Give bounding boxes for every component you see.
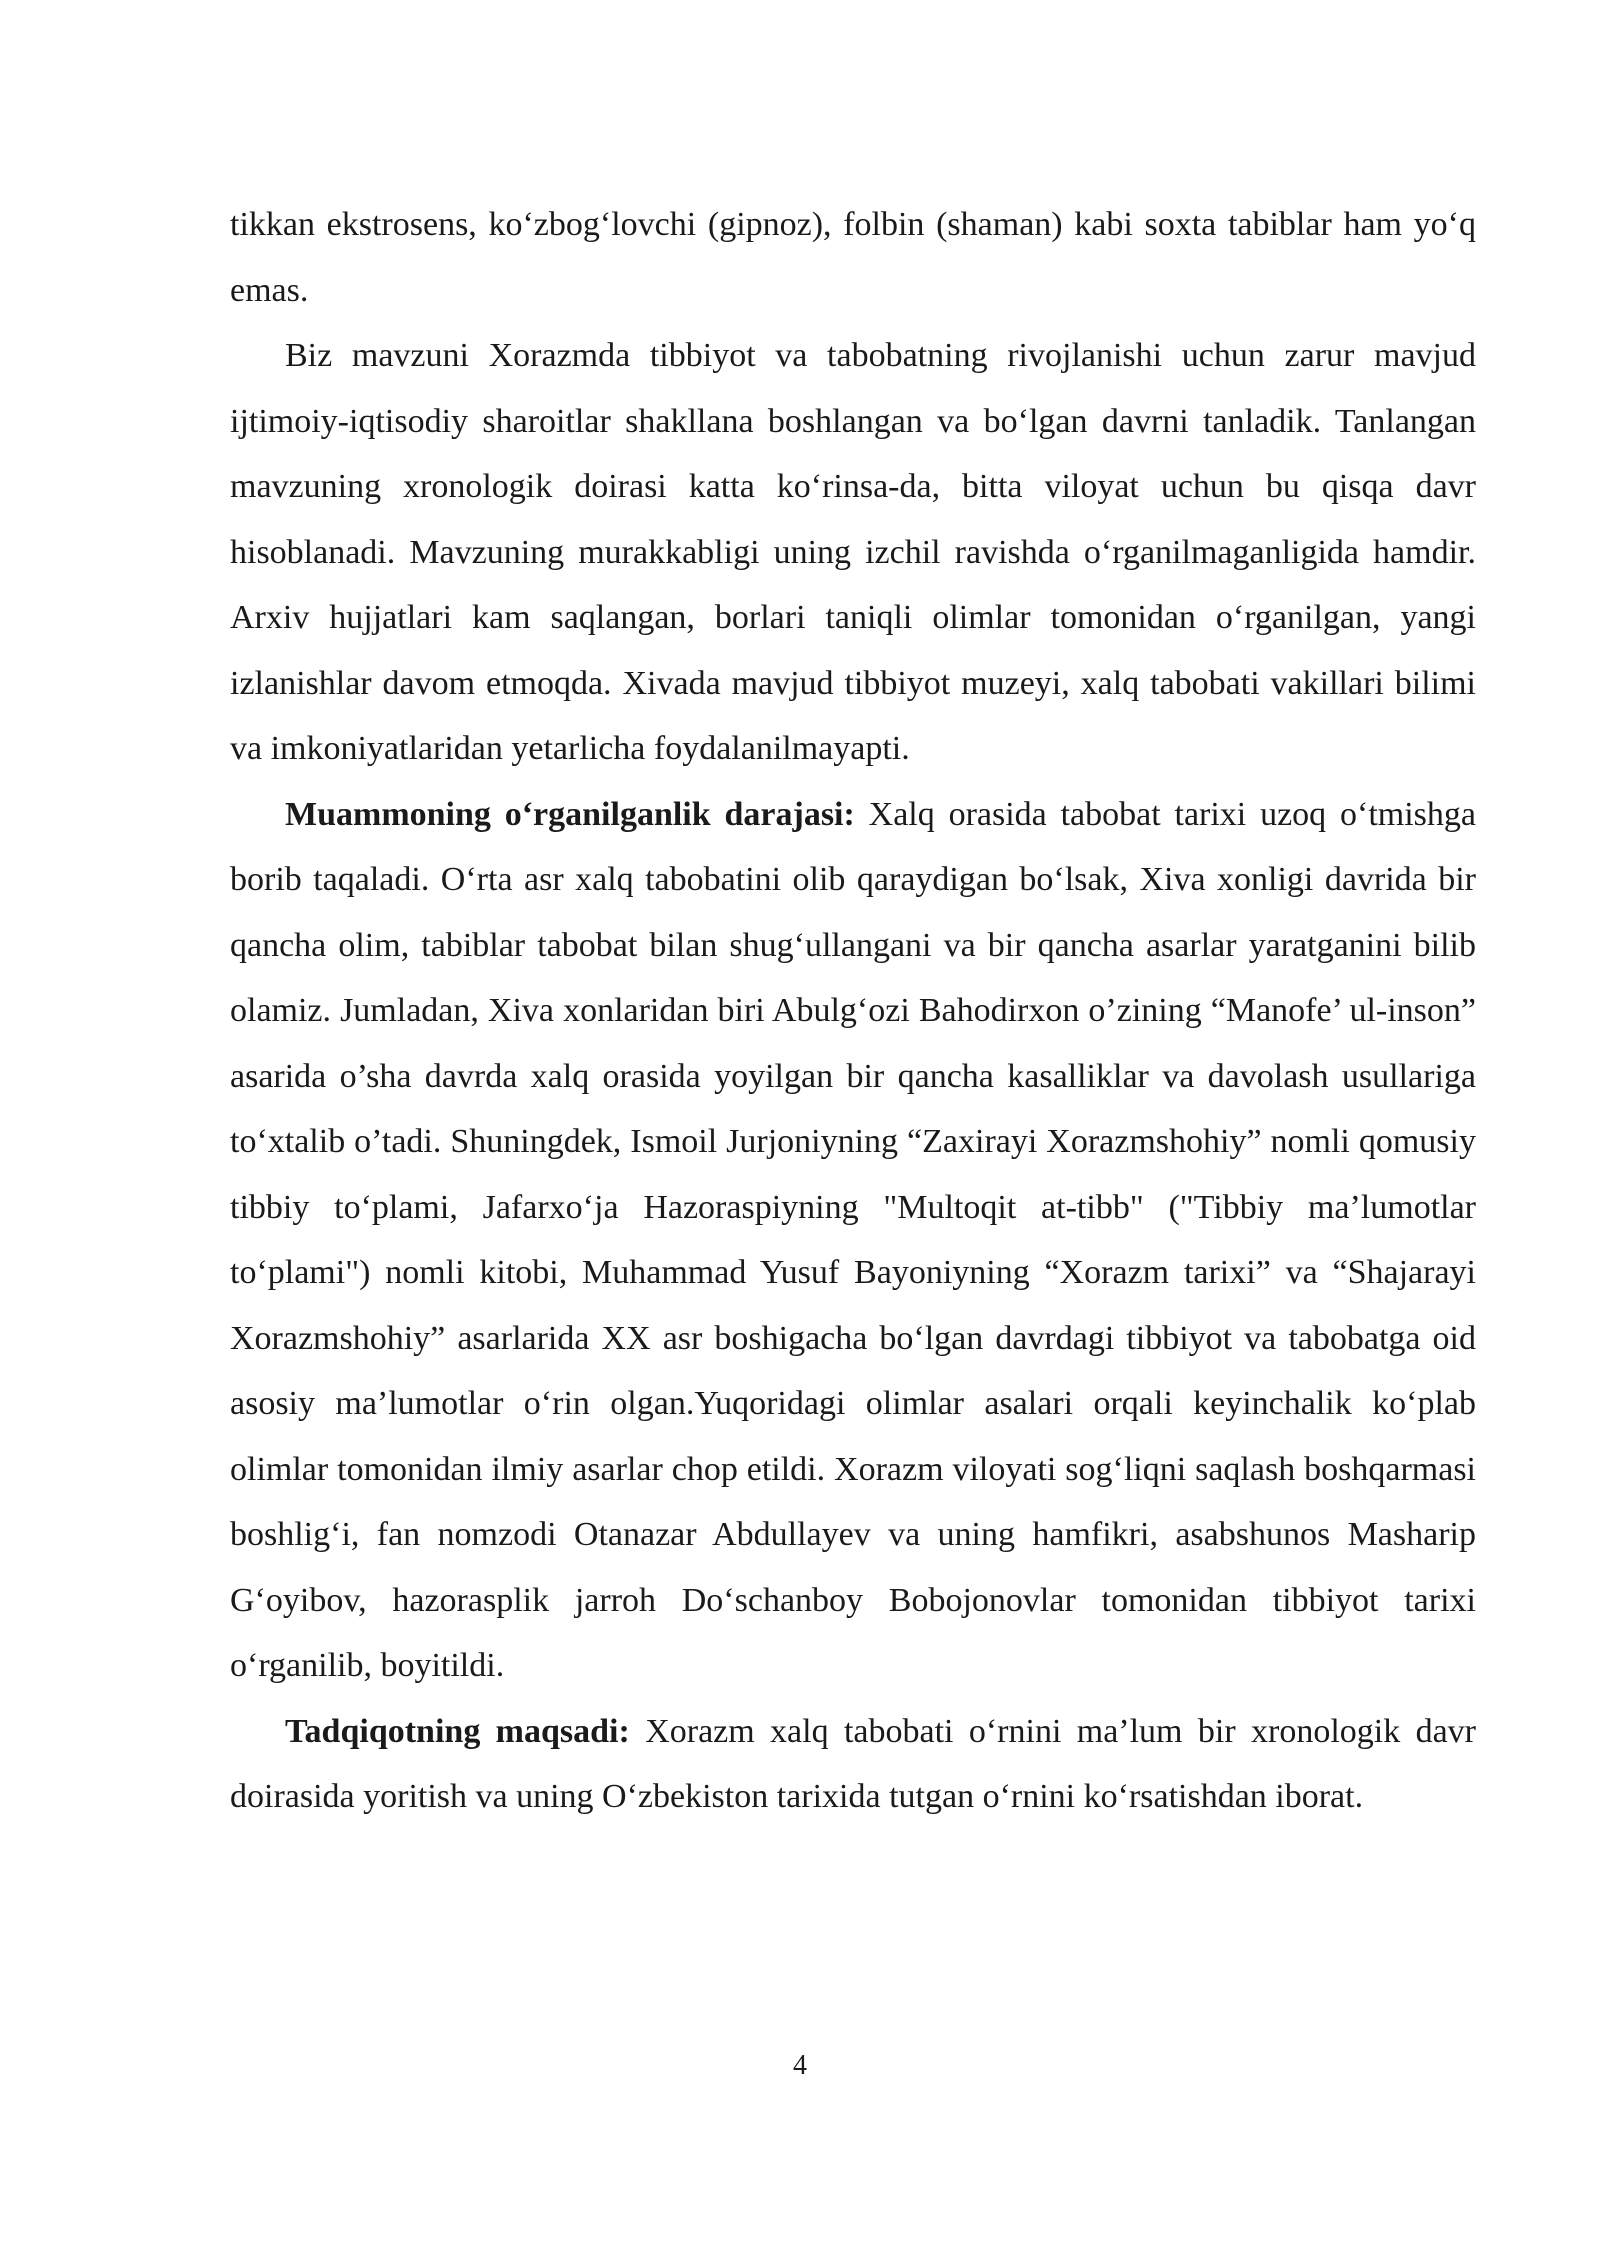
- paragraph-topic-choice: Biz mavzuni Xorazmda tibbiyot va tabobatning rivojlanishi uchun zarur mavjud ijtimoiy-iqtisodiy sharoitlar shakllana boshlangan va bo‘lgan davrni tanladik. Tanlangan mavzuning xronologik doirasi katta ko‘rinsa-da, bitta viloyat uchun bu qisqa davr hisoblanadi. Mavzuning murakkabligi uning izchil ravishda o‘rganilmaganligida hamdir. Arxiv hujjatlari kam saqlangan, borlari taniqli olimlar tomonidan o‘rganilgan, yangi izlanishlar davom etmoqda. Xivada mavjud tibbiyot muzeyi, xalq tabobati vakillari bilimi va imkoniyatlaridan yetarlicha foydalanilmayapti.: [230, 337, 1476, 767]
- research-goal-text: Xorazm xalq tabobati o‘rnini ma’lum bir xronologik davr doirasida yoritish va uning O‘zbekiston tarixida tutgan o‘rnini ko‘rsatishdan iborat.: [230, 1712, 1476, 1815]
- research-goal-heading: Tadqiqotning maqsadi:: [285, 1712, 630, 1750]
- paragraph-problem-study: [230, 782, 1476, 1699]
- problem-study-heading: Muammoning o‘rganilganlik darajasi:: [285, 795, 855, 833]
- paragraph-continued: tikkan ekstrosens, ko‘zbog‘lovchi (gipnoz), folbin (shaman) kabi soxta tabiblar ham yo‘q emas.: [230, 206, 1476, 309]
- body-text: [230, 192, 1476, 1830]
- problem-study-text: Xalq orasida tabobat tarixi uzoq o‘tmishga borib taqaladi. O‘rta asr xalq tabobatini olib qaraydigan bo‘lsak, Xiva xonligi davrida bir qancha olim, tabiblar tabobat bilan shug‘ullangani va bir qancha asarlar yaratganini bilib olamiz. Jumladan, Xiva xonlaridan biri Abulg‘ozi Bahodirxon o’zining “Manofe’ ul-inson” asarida o’sha davrda xalq orasida yoyilgan bir qancha kasalliklar va davolash usullariga to‘xtalib o’tadi. Shuningdek, Ismoil Jurjoniyning “Zaxirayi Xorazmshohiy” nomli qomusiy tibbiy to‘plami, Jafarxo‘ja Hazoraspiyning "Multoqit at-tibb" ("Tibbiy ma’lumotlar to‘plami") nomli kitobi, Muhammad Yusuf Bayoniyning “Xorazm tarixi” va “Shajarayi Xorazmshohiy” asarlarida XX asr boshigacha bo‘lgan davrdagi tibbiyot va tabobatga oid asosiy ma’lumotlar o‘rin olgan.Yuqoridagi olimlar asalari orqali keyinchalik ko‘plab olimlar tomonidan ilmiy asarlar chop etildi. Xorazm viloyati sog‘liqni saqlash boshqarmasi boshlig‘i, fan nomzodi Otanazar Abdullayev va uning hamfikri, asabshunos Masharip G‘oyibov, hazorasplik jarroh Do‘schanboy Bobojonovlar tomonidan tibbiyot tarixi o‘rganilib, boyitildi.: [230, 795, 1476, 1684]
- paragraph-research-goal: [230, 1699, 1476, 1830]
- page-number: 4: [793, 2050, 807, 2081]
